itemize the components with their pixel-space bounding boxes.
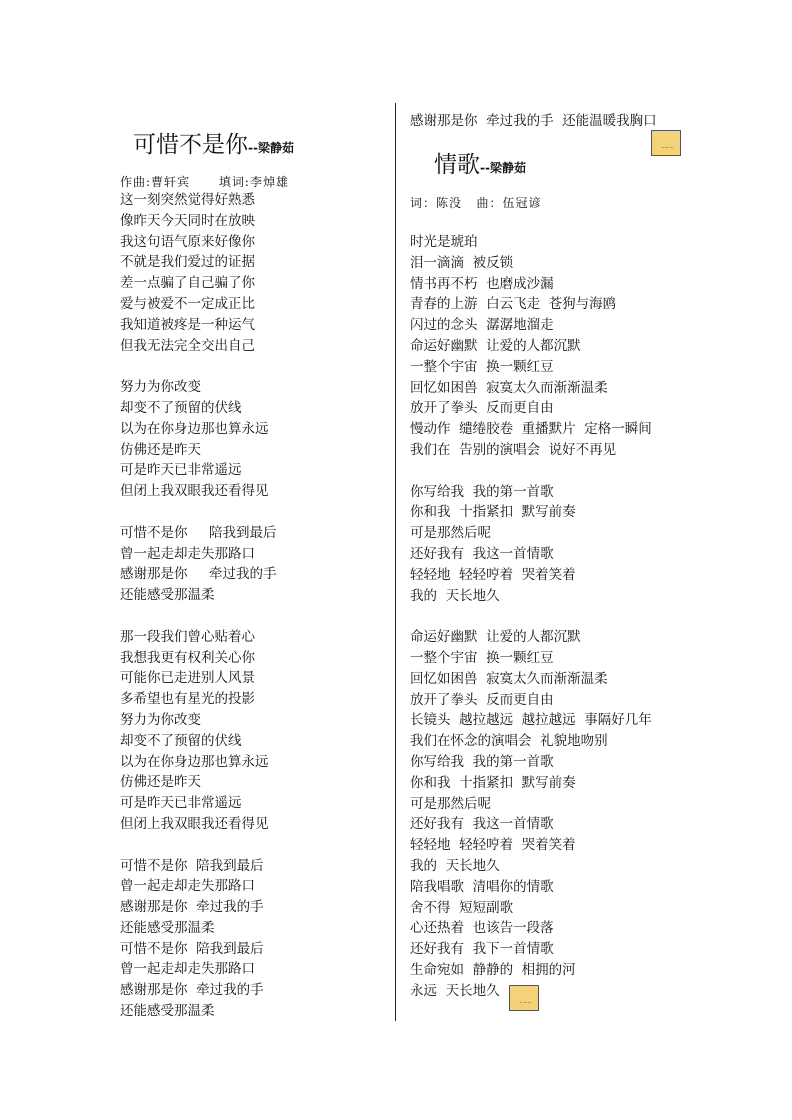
lyric-line: 多希望也有星光的投影 bbox=[120, 691, 255, 708]
lyric-line: 我这句语气原来好像你 bbox=[120, 233, 255, 250]
lyric-line: 仿佛还是昨天 bbox=[120, 774, 201, 791]
lyric-line bbox=[120, 502, 276, 523]
lyric-line: 时光是琥珀 bbox=[410, 234, 478, 250]
lyric-line: 一整个宇宙 换一颗红豆 bbox=[410, 358, 554, 375]
lyric-line: 一整个宇宙 换一颗红豆 bbox=[410, 649, 554, 666]
lyric-line: 陪我唱歌 清唱你的情歌 bbox=[410, 878, 554, 895]
lyric-line: 但我无法完全交出自己 bbox=[120, 337, 255, 354]
lyric-line: 轻轻地 轻轻哼着 哭着笑着 bbox=[410, 566, 576, 583]
lyric-line: 曾一起走却走失那路口 bbox=[120, 545, 255, 562]
lyric-line bbox=[120, 606, 276, 627]
lyric-line: 慢动作 缱绻胶卷 重播默片 定格一瞬间 bbox=[410, 421, 652, 438]
sticky-note-icon: ~~~ bbox=[651, 130, 681, 156]
lyric-line bbox=[410, 461, 652, 482]
song1-title-block bbox=[133, 126, 294, 159]
lyric-line: 情书再不朽 也磨成沙漏 bbox=[410, 275, 554, 292]
lyric-line: 还能感受那温柔 bbox=[120, 1003, 215, 1020]
song2-intro-line: 感谢那是你 牵过我的手 还能温暖我胸口 bbox=[410, 113, 657, 129]
lyric-line: 我的 天长地久 bbox=[410, 857, 500, 874]
lyric-line: 以为在你身边那也算永远 bbox=[120, 753, 269, 770]
lyric-line: 曾一起走却走失那路口 bbox=[120, 961, 255, 978]
lyric-line: 仿佛还是昨天 bbox=[120, 441, 201, 458]
lyric-line bbox=[120, 356, 276, 377]
lyric-line: 命运好幽默 让爱的人都沉默 bbox=[410, 629, 581, 646]
lyric-line: 放开了拳头 反而更自由 bbox=[410, 691, 554, 708]
song2-lyrics bbox=[410, 232, 652, 1001]
lyric-line: 我知道被疼是一种运气 bbox=[120, 316, 255, 333]
lyric-line bbox=[120, 835, 276, 856]
song1-credits: 作曲:曹轩宾 填词:李焯雄 bbox=[120, 175, 289, 189]
lyric-line: 我们在怀念的演唱会 礼貌地吻别 bbox=[410, 733, 608, 750]
lyric-line: 我们在 告别的演唱会 说好不再见 bbox=[410, 441, 617, 458]
lyric-line: 曾一起走却走失那路口 bbox=[120, 878, 255, 895]
lyric-line: 我想我更有权利关心你 bbox=[120, 649, 255, 666]
lyric-line: 你和我 十指紧扣 默写前奏 bbox=[410, 774, 576, 791]
lyric-line: 可是那然后呢 bbox=[410, 795, 491, 812]
lyric-line: 放开了拳头 反而更自由 bbox=[410, 400, 554, 417]
lyric-line: 差一点骗了自己骗了你 bbox=[120, 275, 255, 292]
lyric-line: 但闭上我双眼我还看得见 bbox=[120, 815, 269, 832]
lyric-line: 可是那然后呢 bbox=[410, 525, 491, 542]
lyric-line: 还能感受那温柔 bbox=[120, 587, 215, 604]
lyric-line: 青春的上游 白云飞走 苍狗与海鸥 bbox=[410, 296, 617, 313]
lyric-line: 你写给我 我的第一首歌 bbox=[410, 483, 554, 500]
song2-title-block bbox=[434, 146, 526, 179]
lyric-line: 闪过的念头 潺潺地溜走 bbox=[410, 317, 554, 334]
song1-title: 可惜不是你 bbox=[133, 132, 248, 158]
lyric-line: 以为在你身边那也算永远 bbox=[120, 420, 269, 437]
lyric-line: 可惜不是你 陪我到最后 bbox=[120, 857, 264, 874]
song1-artist: --梁静茹 bbox=[248, 141, 294, 155]
lyric-line: 努力为你改变 bbox=[120, 379, 201, 396]
lyric-line: 轻轻地 轻轻哼着 哭着笑着 bbox=[410, 837, 576, 854]
column-divider bbox=[395, 103, 396, 1021]
song2-artist: --梁静茹 bbox=[480, 161, 526, 175]
lyric-line: 但闭上我双眼我还看得见 bbox=[120, 483, 269, 500]
lyric-line: 却变不了预留的伏线 bbox=[120, 399, 242, 416]
lyric-line: 永远 天长地久 bbox=[410, 982, 500, 999]
lyric-line: 努力为你改变 bbox=[120, 711, 201, 728]
lyric-line: 我的 天长地久 bbox=[410, 587, 500, 604]
lyric-line: 可能你已走进别人风景 bbox=[120, 670, 255, 687]
lyric-line: 还能感受那温柔 bbox=[120, 919, 215, 936]
lyric-line: 生命宛如 静静的 相拥的河 bbox=[410, 961, 576, 978]
lyric-line: 不就是我们爱过的证据 bbox=[120, 254, 255, 271]
song2-title: 情歌 bbox=[434, 152, 480, 178]
lyric-line: 这一刻突然觉得好熟悉 bbox=[120, 192, 255, 208]
lyric-line: 爱与被爱不一定成正比 bbox=[120, 295, 255, 312]
song1-lyrics bbox=[120, 190, 276, 1022]
lyric-line: 可是昨天已非常遥远 bbox=[120, 462, 242, 479]
lyric-line: 像昨天今天同时在放映 bbox=[120, 212, 255, 229]
lyric-line: 还好我有 我下一首情歌 bbox=[410, 941, 554, 958]
lyric-line: 还好我有 我这一首情歌 bbox=[410, 816, 554, 833]
lyric-line: 还好我有 我这一首情歌 bbox=[410, 545, 554, 562]
lyric-line: 感谢那是你 牵过我的手 bbox=[120, 566, 277, 583]
lyric-line: 回忆如困兽 寂寞太久而渐渐温柔 bbox=[410, 379, 608, 396]
lyric-line: 那一段我们曾心贴着心 bbox=[120, 628, 255, 645]
lyric-line: 你写给我 我的第一首歌 bbox=[410, 753, 554, 770]
lyric-line: 却变不了预留的伏线 bbox=[120, 732, 242, 749]
lyric-line: 可是昨天已非常遥远 bbox=[120, 795, 242, 812]
lyric-line: 回忆如困兽 寂寞太久而渐渐温柔 bbox=[410, 670, 608, 687]
lyric-line: 你和我 十指紧扣 默写前奏 bbox=[410, 504, 576, 521]
lyric-line: 感谢那是你 牵过我的手 bbox=[120, 899, 264, 916]
lyric-line: 可惜不是你 陪我到最后 bbox=[120, 940, 264, 957]
lyric-line: 感谢那是你 牵过我的手 bbox=[120, 982, 264, 999]
song2-credits: 词：陈没 曲：伍冠谚 bbox=[410, 196, 542, 210]
lyric-line bbox=[410, 606, 652, 627]
lyric-line: 长镜头 越拉越远 越拉越远 事隔好几年 bbox=[410, 712, 652, 729]
lyric-line: 命运好幽默 让爱的人都沉默 bbox=[410, 337, 581, 354]
lyric-line: 舍不得 短短副歌 bbox=[410, 899, 514, 916]
lyric-line: 可惜不是你 陪我到最后 bbox=[120, 524, 277, 541]
lyric-line: 心还热着 也该告一段落 bbox=[410, 920, 554, 937]
lyric-line: 泪一滴滴 被反锁 bbox=[410, 254, 514, 271]
sticky-note-icon: ~~~ bbox=[509, 985, 539, 1011]
